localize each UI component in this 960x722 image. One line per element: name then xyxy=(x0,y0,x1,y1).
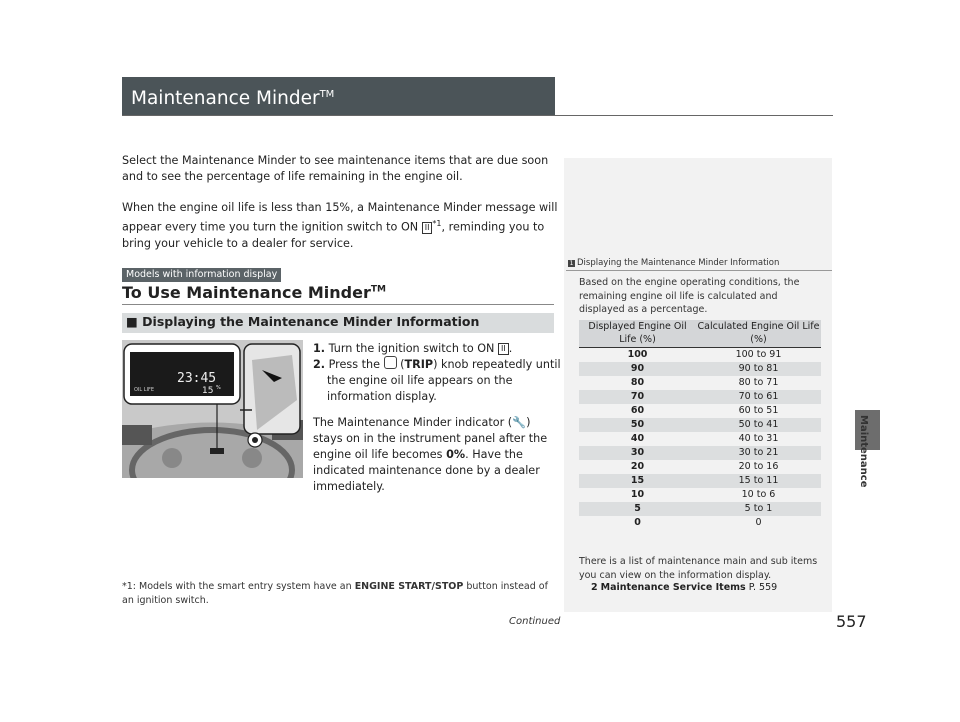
continued-label: Continued xyxy=(509,616,561,627)
step-1: 1. Turn the ignition switch to ON II . xyxy=(313,342,513,355)
oil-life-table xyxy=(579,320,821,530)
table-header-displayed: Displayed Engine Oil Life (%) xyxy=(579,320,696,348)
side-note-rule xyxy=(566,270,832,271)
side-note-heading: Displaying the Maintenance Minder Information xyxy=(577,258,780,268)
table-row: 100 100 to 91 xyxy=(627,349,782,360)
info-knob-icon xyxy=(384,356,397,369)
table-row: 30 30 to 21 xyxy=(579,446,821,460)
side-note-text: There is a list of maintenance main and sub items you can view on the information display. xyxy=(579,556,818,581)
table-row: 50 50 to 41 xyxy=(579,418,821,432)
table-row: 20 20 to 16 xyxy=(630,461,779,472)
side-note-intro: Based on the engine operating conditions, the remaining engine oil life is calculated and displayed as a percentage. xyxy=(579,277,800,315)
table-row: 5 5 to 1 xyxy=(579,502,821,516)
title-rule xyxy=(122,115,833,116)
intro-paragraph-1: Select the Maintenance Minder to see maintenance items that are due soon and to see the percentage of life remaining in the engine oil. xyxy=(122,154,549,183)
section-title: To Use Maintenance Minder™ xyxy=(122,283,386,302)
wrench-icon: 🔧 xyxy=(512,416,527,429)
oil-life-label: OIL LIFE xyxy=(134,387,155,393)
table-row: 70 70 to 61 xyxy=(579,390,821,404)
page-title: Maintenance Minder™ xyxy=(131,88,335,109)
indicator-paragraph: The Maintenance Minder indicator (🔧) stays on in the instrument panel after the engine oil life becomes 0%. Have the indicated maintenance done by a dealer immediately. xyxy=(313,416,548,493)
step-2: 2. Press the (TRIP) knob repeatedly until the engine oil life appears on the information display. xyxy=(313,358,561,403)
dashboard-drawing xyxy=(122,340,303,478)
link-arrow-icon: 2 xyxy=(591,582,598,593)
table-row: 80 80 to 71 xyxy=(630,377,779,388)
maintenance-items-link[interactable]: 2 Maintenance Service Items P. 559 xyxy=(591,582,778,593)
intro-paragraph-2: When the engine oil life is less than 15%, a Maintenance Minder message will appear every time you turn the ignition switch to ON II $^{*1}$, reminding you to bring your vehicle to a dealer for service. xyxy=(122,201,558,250)
models-tag: Models with information display xyxy=(122,268,281,282)
table-row: 40 40 to 31 xyxy=(630,433,779,444)
note-marker-icon: 1 xyxy=(569,260,574,267)
table-row: 0 0 xyxy=(634,517,762,528)
table-row: 60 60 to 51 xyxy=(630,405,779,416)
page-number: 557 xyxy=(836,612,867,631)
dashboard-illustration xyxy=(122,340,303,478)
sub-header: ■ Displaying the Maintenance Minder Information xyxy=(126,314,480,329)
ignition-ii-symbol: II xyxy=(422,222,433,234)
table-row: 90 90 to 81 xyxy=(579,362,821,376)
oil-life-unit: % xyxy=(216,385,221,391)
table-row: 10 10 to 6 xyxy=(630,489,776,500)
oil-life-value: 15 xyxy=(202,386,214,396)
table-header-calculated: Calculated Engine Oil Life (%) xyxy=(696,320,821,348)
section-rule xyxy=(122,304,554,305)
table-row: 15 15 to 11 xyxy=(579,474,821,488)
footnote: *1: Models with the smart entry system have an ENGINE START/STOP button instead of an ignition switch. xyxy=(122,581,548,606)
display-time: 23:45 xyxy=(177,371,217,386)
section-label: Maintenance xyxy=(858,415,869,488)
